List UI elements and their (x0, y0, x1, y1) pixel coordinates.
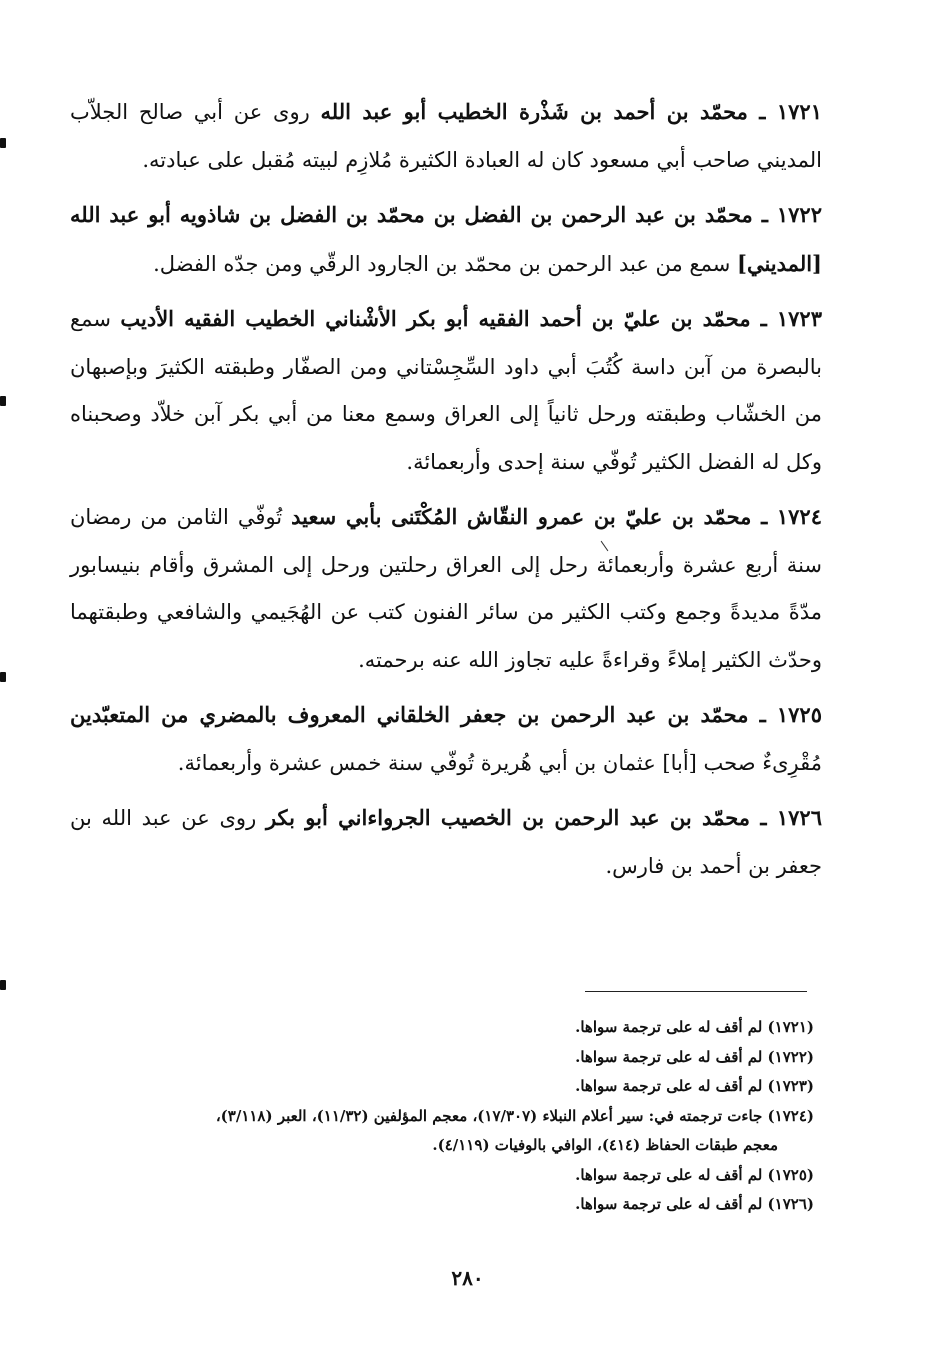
entry-body: روى عن أبي صالح الجلاّب المديني صاحب أبي مسعود كان له العبادة الكثيرة مُلازِم لبيته مُقبل على عبادته. (70, 100, 822, 172)
entry-1724 (70, 493, 822, 684)
footnote-1722 (62, 1043, 814, 1073)
entry-1725 (70, 691, 822, 787)
footnote-divider (585, 991, 807, 992)
footnote-text: لم أقف له على ترجمة سواها. (575, 1047, 763, 1066)
footnote-text: لم أقف له على ترجمة سواها. (575, 1018, 763, 1036)
scan-mark (0, 396, 6, 406)
footnote-1726 (62, 1190, 814, 1220)
footnote-1724 (62, 1102, 814, 1161)
entry-heading: ١٧٢٢ ـ محمّد بن عبد الرحمن بن الفضل بن محمّد بن الفضل بن شاذويه أبو عبد الله [المديني] (70, 202, 822, 276)
footnote-continuation: معجم طبقات الحفاظ (٤١٤)، الوافي بالوفيات (٤/١١٩). (432, 1136, 778, 1154)
main-text (70, 88, 822, 897)
footnote-1721 (62, 1013, 814, 1043)
entry-heading: ١٧٢٤ ـ محمّد بن عليّ بن عمرو النقّاش المُكْتَنى بأبي سعيد (291, 504, 822, 529)
entry-heading: ١٧٢٣ ـ محمّد بن عليّ بن أحمد الفقيه أبو بكر الأشْناني الخطيب الفقيه الأديب (120, 306, 822, 331)
footnote-text: لم أقف له على ترجمة سواها. (575, 1077, 763, 1095)
entry-body: سمع من عبد الرحمن بن محمّد بن الجارود الرقّي ومن جدّه الفضل. (153, 251, 731, 276)
footnote-ref: (١٧٢١) (767, 1018, 814, 1036)
scan-mark (0, 138, 6, 148)
entry-body: مُقْرِىءٌ صحب [أبا] عثمان بن أبي هُريرة تُوفّي سنة خمس عشرة وأربعمائة. (177, 750, 822, 775)
entry-body: تُوفّي الثامن من رمضان سنة أربع عشرة وأربعمائة رحل إلى العراق رحلتين ورحل إلى المشرق وأقام بنيسابور مدّةً مديدةً وجمع وكتب الكثير من سائر الفنون كتب عن الهُجَيمي والشافعي وطبقتهما وحدّث الكثير إملاءً وقراءةً عليه تجاوز الله عنه برحمته. (70, 505, 822, 672)
footnote-text: جاءت ترجمته في: سير أعلام النبلاء (١٧/٣٠٧)، معجم المؤلفين (١١/٣٢)، العبر (٣/١١٨)، (215, 1106, 763, 1125)
footnote-ref: (١٧٢٢) (767, 1047, 814, 1066)
footnote-ref: (١٧٢٥) (767, 1165, 814, 1184)
entry-heading: ١٧٢١ ـ محمّد بن أحمد بن شَذْرة الخطيب أبو عبد الله (320, 99, 822, 124)
footnote-text: لم أقف له على ترجمة سواها. (575, 1165, 763, 1184)
entry-heading: ١٧٢٦ ـ محمّد بن عبد الرحمن بن الخصيب الجرواءاني أبو بكر (265, 805, 822, 830)
page-number: ٢٨٠ (451, 1266, 484, 1290)
footnote-ref: (١٧٢٦) (767, 1195, 814, 1213)
footnotes (62, 1013, 814, 1220)
entry-body: روى عن عبد الله بن جعفر بن أحمد بن فارس. (70, 806, 822, 878)
footnote-text: لم أقف له على ترجمة سواها. (575, 1195, 763, 1213)
entry-heading: ١٧٢٥ ـ محمّد بن عبد الرحمن بن جعفر الخلقاني المعروف بالمضري من المتعبّدين (70, 702, 822, 727)
scan-mark (0, 672, 6, 682)
entry-body: سمع بالبصرة من آبن داسة كُتُبَ أبي داود السِّجِسْتاني ومن الصفّار وطبقته الكثيرَ وبإصبهان من الخشّاب وطبقته ورحل ثانياً إلى العراق وسمع معنا من أبي بكر آبن خلاّد وصحبناه وكل له الفضل الكثير تُوفّي سنة إحدى وأربعمائة. (70, 307, 822, 474)
entry-1722 (70, 191, 822, 288)
footnote-ref: (١٧٢٣) (767, 1077, 814, 1095)
footnote-ref: (١٧٢٤) (767, 1106, 814, 1125)
entry-1721 (70, 88, 822, 184)
scan-mark (0, 980, 6, 990)
entry-1726 (70, 794, 822, 890)
footnote-1725 (62, 1161, 814, 1191)
entry-1723 (70, 295, 822, 486)
footnote-1723 (62, 1072, 814, 1102)
